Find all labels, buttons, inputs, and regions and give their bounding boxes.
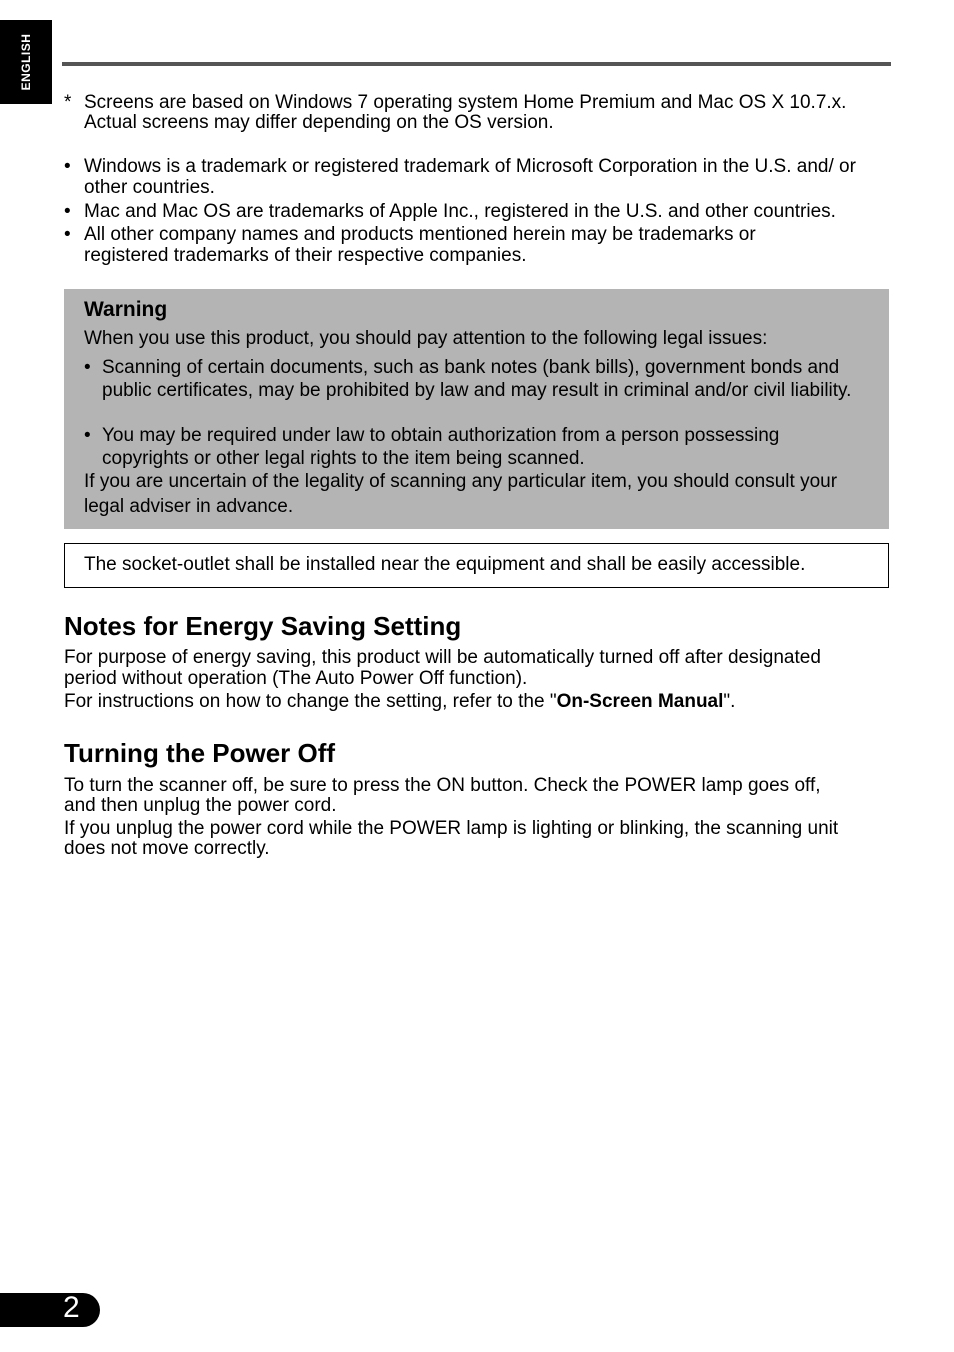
header-rule bbox=[62, 62, 891, 66]
warning-intro: When you use this product, you should pay attention to the following legal issues: bbox=[84, 328, 768, 349]
bullet-marker: • bbox=[64, 156, 71, 177]
trademark-item-others bbox=[64, 224, 892, 268]
socket-notice-text: The socket-outlet shall be installed near the equipment and shall be easily accessible. bbox=[84, 554, 806, 575]
screens-note-marker: * bbox=[64, 92, 72, 113]
bullet-marker: • bbox=[84, 357, 91, 378]
warning-box bbox=[64, 289, 889, 529]
screens-note-line2: Actual screens may differ depending on the OS version. bbox=[84, 112, 554, 133]
bullet-marker: • bbox=[64, 224, 71, 245]
language-tab-label: ENGLISH bbox=[19, 33, 33, 91]
socket-notice-box bbox=[64, 543, 889, 588]
energy-para2-before: For instructions on how to change the setting, refer to the " bbox=[64, 691, 557, 712]
page-number: 2 bbox=[63, 1291, 80, 1324]
trademark-item-mac bbox=[64, 201, 892, 223]
warning-title: Warning bbox=[84, 298, 168, 321]
screens-note-line1: Screens are based on Windows 7 operating system Home Premium and Mac OS X 10.7.x. bbox=[84, 92, 847, 113]
energy-heading: Notes for Energy Saving Setting bbox=[64, 611, 462, 641]
bullet-marker: • bbox=[64, 201, 71, 222]
power-off-para1-line2: and then unplug the power cord. bbox=[64, 795, 337, 816]
trademark-text: Windows is a trademark or registered trademark of Microsoft Corporation in the U.S. and/ or other countries. bbox=[84, 156, 856, 198]
warning-item-text: You may be required under law to obtain authorization from a person possessing copyrights or other legal rights to the item being scanned. bbox=[102, 425, 780, 469]
power-off-para2-line2: does not move correctly. bbox=[64, 838, 270, 859]
energy-para1-line2: period without operation (The Auto Power Off function). bbox=[64, 668, 528, 689]
warning-item-text: Scanning of certain documents, such as bank notes (bank bills), government bonds and public certificates, may be prohibited by law and may result in criminal and/or civil liability. bbox=[102, 357, 852, 401]
energy-para2 bbox=[64, 691, 735, 712]
energy-para1-line1: For purpose of energy saving, this product will be automatically turned off after designated bbox=[64, 647, 821, 668]
on-screen-manual-reference: On-Screen Manual bbox=[556, 691, 724, 712]
power-off-heading: Turning the Power Off bbox=[64, 738, 336, 768]
power-off-para2-line1: If you unplug the power cord while the POWER lamp is lighting or blinking, the scanning unit bbox=[64, 818, 839, 839]
energy-para2-after: ". bbox=[723, 691, 736, 712]
trademark-text: Mac and Mac OS are trademarks of Apple Inc., registered in the U.S. and other countries. bbox=[84, 201, 836, 222]
page-number-badge bbox=[0, 1293, 100, 1327]
trademark-item-windows bbox=[64, 156, 892, 200]
warning-closing: If you are uncertain of the legality of scanning any particular item, you should consult your legal adviser in advance. bbox=[84, 471, 838, 517]
trademark-text: All other company names and products mentioned herein may be trademarks or registered trademarks of their respective companies. bbox=[84, 224, 756, 266]
language-tab bbox=[0, 20, 52, 104]
power-off-para1-line1: To turn the scanner off, be sure to press the ON button. Check the POWER lamp goes off, bbox=[64, 775, 821, 796]
bullet-marker: • bbox=[84, 425, 91, 446]
